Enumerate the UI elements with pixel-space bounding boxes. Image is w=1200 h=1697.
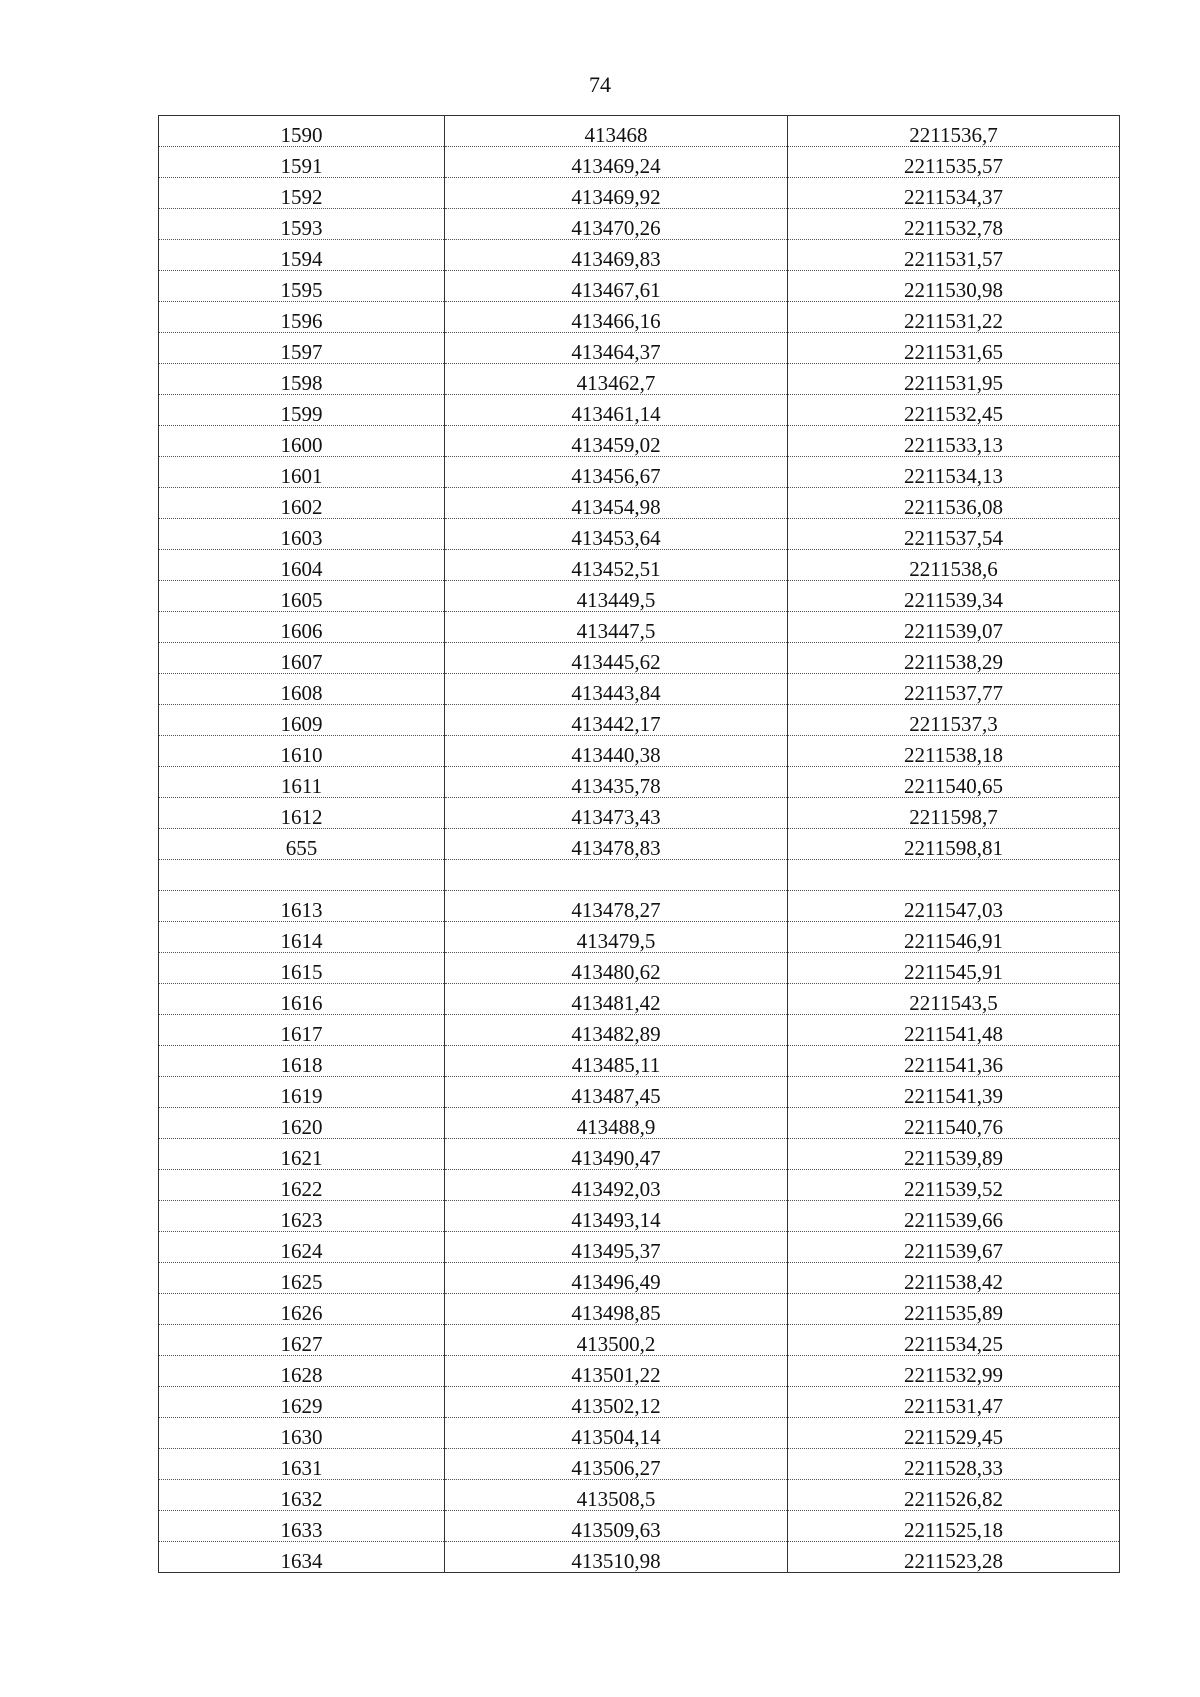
table-row bbox=[159, 457, 1120, 488]
point-number-cell: 1602 bbox=[159, 488, 445, 519]
x-coordinate-cell: 413506,27 bbox=[445, 1449, 788, 1480]
point-number-cell: 1612 bbox=[159, 798, 445, 829]
x-coordinate-cell: 413459,02 bbox=[445, 426, 788, 457]
table-row bbox=[159, 1077, 1120, 1108]
table-row bbox=[159, 705, 1120, 736]
x-coordinate-cell: 413447,5 bbox=[445, 612, 788, 643]
x-coordinate-cell: 413500,2 bbox=[445, 1325, 788, 1356]
y-coordinate-cell: 2211523,28 bbox=[788, 1542, 1120, 1573]
y-coordinate-cell: 2211598,81 bbox=[788, 829, 1120, 860]
table-row bbox=[159, 1480, 1120, 1511]
point-number-cell: 1634 bbox=[159, 1542, 445, 1573]
y-coordinate-cell: 2211537,77 bbox=[788, 674, 1120, 705]
point-number-cell: 1597 bbox=[159, 333, 445, 364]
point-number-cell bbox=[159, 860, 445, 891]
table-row bbox=[159, 333, 1120, 364]
x-coordinate-cell: 413468 bbox=[445, 116, 788, 147]
point-number-cell: 1626 bbox=[159, 1294, 445, 1325]
x-coordinate-cell: 413482,89 bbox=[445, 1015, 788, 1046]
y-coordinate-cell: 2211534,13 bbox=[788, 457, 1120, 488]
table-row bbox=[159, 1511, 1120, 1542]
point-number-cell: 1616 bbox=[159, 984, 445, 1015]
table-row bbox=[159, 1449, 1120, 1480]
x-coordinate-cell: 413508,5 bbox=[445, 1480, 788, 1511]
point-number-cell: 1633 bbox=[159, 1511, 445, 1542]
table-row bbox=[159, 1263, 1120, 1294]
table-row bbox=[159, 860, 1120, 891]
point-number-cell: 1595 bbox=[159, 271, 445, 302]
table-row bbox=[159, 395, 1120, 426]
x-coordinate-cell: 413453,64 bbox=[445, 519, 788, 550]
table-row bbox=[159, 581, 1120, 612]
x-coordinate-cell: 413490,47 bbox=[445, 1139, 788, 1170]
table-row bbox=[159, 178, 1120, 209]
point-number-cell: 1601 bbox=[159, 457, 445, 488]
point-number-cell: 1607 bbox=[159, 643, 445, 674]
x-coordinate-cell: 413488,9 bbox=[445, 1108, 788, 1139]
point-number-cell: 1596 bbox=[159, 302, 445, 333]
y-coordinate-cell: 2211535,89 bbox=[788, 1294, 1120, 1325]
x-coordinate-cell: 413452,51 bbox=[445, 550, 788, 581]
table-row bbox=[159, 798, 1120, 829]
y-coordinate-cell: 2211538,18 bbox=[788, 736, 1120, 767]
y-coordinate-cell: 2211539,67 bbox=[788, 1232, 1120, 1263]
point-number-cell: 1618 bbox=[159, 1046, 445, 1077]
point-number-cell: 1610 bbox=[159, 736, 445, 767]
y-coordinate-cell: 2211545,91 bbox=[788, 953, 1120, 984]
point-number-cell: 1631 bbox=[159, 1449, 445, 1480]
y-coordinate-cell: 2211538,42 bbox=[788, 1263, 1120, 1294]
point-number-cell: 1623 bbox=[159, 1201, 445, 1232]
x-coordinate-cell: 413461,14 bbox=[445, 395, 788, 426]
table-row bbox=[159, 1387, 1120, 1418]
table-row bbox=[159, 891, 1120, 922]
point-number-cell: 1624 bbox=[159, 1232, 445, 1263]
point-number-cell: 1599 bbox=[159, 395, 445, 426]
table-row bbox=[159, 1015, 1120, 1046]
coordinates-table bbox=[158, 115, 1120, 1573]
point-number-cell: 1611 bbox=[159, 767, 445, 798]
point-number-cell: 1591 bbox=[159, 147, 445, 178]
point-number-cell: 1619 bbox=[159, 1077, 445, 1108]
x-coordinate-cell: 413502,12 bbox=[445, 1387, 788, 1418]
y-coordinate-cell bbox=[788, 860, 1120, 891]
point-number-cell: 1629 bbox=[159, 1387, 445, 1418]
point-number-cell: 1630 bbox=[159, 1418, 445, 1449]
x-coordinate-cell: 413479,5 bbox=[445, 922, 788, 953]
point-number-cell: 1603 bbox=[159, 519, 445, 550]
table-row bbox=[159, 1201, 1120, 1232]
y-coordinate-cell: 2211532,45 bbox=[788, 395, 1120, 426]
x-coordinate-cell: 413498,85 bbox=[445, 1294, 788, 1325]
point-number-cell: 1594 bbox=[159, 240, 445, 271]
y-coordinate-cell: 2211532,99 bbox=[788, 1356, 1120, 1387]
x-coordinate-cell: 413470,26 bbox=[445, 209, 788, 240]
point-number-cell: 1592 bbox=[159, 178, 445, 209]
x-coordinate-cell: 413492,03 bbox=[445, 1170, 788, 1201]
table-row bbox=[159, 829, 1120, 860]
y-coordinate-cell: 2211531,95 bbox=[788, 364, 1120, 395]
table-row bbox=[159, 1108, 1120, 1139]
y-coordinate-cell: 2211537,54 bbox=[788, 519, 1120, 550]
x-coordinate-cell: 413469,24 bbox=[445, 147, 788, 178]
table-row bbox=[159, 643, 1120, 674]
point-number-cell: 1622 bbox=[159, 1170, 445, 1201]
y-coordinate-cell: 2211528,33 bbox=[788, 1449, 1120, 1480]
table-row bbox=[159, 1294, 1120, 1325]
y-coordinate-cell: 2211531,47 bbox=[788, 1387, 1120, 1418]
y-coordinate-cell: 2211525,18 bbox=[788, 1511, 1120, 1542]
y-coordinate-cell: 2211546,91 bbox=[788, 922, 1120, 953]
x-coordinate-cell: 413501,22 bbox=[445, 1356, 788, 1387]
table-row bbox=[159, 550, 1120, 581]
x-coordinate-cell: 413473,43 bbox=[445, 798, 788, 829]
y-coordinate-cell: 2211598,7 bbox=[788, 798, 1120, 829]
y-coordinate-cell: 2211531,57 bbox=[788, 240, 1120, 271]
y-coordinate-cell: 2211539,34 bbox=[788, 581, 1120, 612]
x-coordinate-cell: 413466,16 bbox=[445, 302, 788, 333]
y-coordinate-cell: 2211541,39 bbox=[788, 1077, 1120, 1108]
x-coordinate-cell: 413443,84 bbox=[445, 674, 788, 705]
x-coordinate-cell: 413442,17 bbox=[445, 705, 788, 736]
point-number-cell: 1605 bbox=[159, 581, 445, 612]
y-coordinate-cell: 2211536,08 bbox=[788, 488, 1120, 519]
y-coordinate-cell: 2211539,66 bbox=[788, 1201, 1120, 1232]
y-coordinate-cell: 2211531,22 bbox=[788, 302, 1120, 333]
point-number-cell: 1613 bbox=[159, 891, 445, 922]
table-row bbox=[159, 1232, 1120, 1263]
point-number-cell: 1614 bbox=[159, 922, 445, 953]
y-coordinate-cell: 2211539,07 bbox=[788, 612, 1120, 643]
point-number-cell: 1615 bbox=[159, 953, 445, 984]
table-row bbox=[159, 302, 1120, 333]
y-coordinate-cell: 2211532,78 bbox=[788, 209, 1120, 240]
x-coordinate-cell: 413480,62 bbox=[445, 953, 788, 984]
table-row bbox=[159, 1170, 1120, 1201]
x-coordinate-cell: 413485,11 bbox=[445, 1046, 788, 1077]
x-coordinate-cell: 413504,14 bbox=[445, 1418, 788, 1449]
y-coordinate-cell: 2211533,13 bbox=[788, 426, 1120, 457]
y-coordinate-cell: 2211535,57 bbox=[788, 147, 1120, 178]
table-row bbox=[159, 1418, 1120, 1449]
x-coordinate-cell: 413478,27 bbox=[445, 891, 788, 922]
x-coordinate-cell: 413509,63 bbox=[445, 1511, 788, 1542]
x-coordinate-cell: 413493,14 bbox=[445, 1201, 788, 1232]
point-number-cell: 1606 bbox=[159, 612, 445, 643]
point-number-cell: 1628 bbox=[159, 1356, 445, 1387]
point-number-cell: 1621 bbox=[159, 1139, 445, 1170]
table-row bbox=[159, 209, 1120, 240]
coordinates-table-body bbox=[159, 116, 1120, 1573]
x-coordinate-cell: 413469,92 bbox=[445, 178, 788, 209]
x-coordinate-cell: 413445,62 bbox=[445, 643, 788, 674]
point-number-cell: 1590 bbox=[159, 116, 445, 147]
table-row bbox=[159, 488, 1120, 519]
point-number-cell: 1604 bbox=[159, 550, 445, 581]
table-row bbox=[159, 922, 1120, 953]
y-coordinate-cell: 2211539,52 bbox=[788, 1170, 1120, 1201]
table-row bbox=[159, 116, 1120, 147]
point-number-cell: 1609 bbox=[159, 705, 445, 736]
point-number-cell: 1593 bbox=[159, 209, 445, 240]
y-coordinate-cell: 2211536,7 bbox=[788, 116, 1120, 147]
table-row bbox=[159, 1139, 1120, 1170]
point-number-cell: 1617 bbox=[159, 1015, 445, 1046]
y-coordinate-cell: 2211540,65 bbox=[788, 767, 1120, 798]
table-row bbox=[159, 1542, 1120, 1573]
point-number-cell: 1600 bbox=[159, 426, 445, 457]
y-coordinate-cell: 2211530,98 bbox=[788, 271, 1120, 302]
point-number-cell: 1625 bbox=[159, 1263, 445, 1294]
point-number-cell: 1627 bbox=[159, 1325, 445, 1356]
table-row bbox=[159, 612, 1120, 643]
x-coordinate-cell: 413456,67 bbox=[445, 457, 788, 488]
y-coordinate-cell: 2211539,89 bbox=[788, 1139, 1120, 1170]
point-number-cell: 655 bbox=[159, 829, 445, 860]
x-coordinate-cell: 413467,61 bbox=[445, 271, 788, 302]
table-row bbox=[159, 1046, 1120, 1077]
table-row bbox=[159, 674, 1120, 705]
y-coordinate-cell: 2211538,6 bbox=[788, 550, 1120, 581]
x-coordinate-cell: 413495,37 bbox=[445, 1232, 788, 1263]
x-coordinate-cell: 413478,83 bbox=[445, 829, 788, 860]
table-row bbox=[159, 736, 1120, 767]
x-coordinate-cell: 413454,98 bbox=[445, 488, 788, 519]
table-row bbox=[159, 1325, 1120, 1356]
x-coordinate-cell: 413462,7 bbox=[445, 364, 788, 395]
table-row bbox=[159, 519, 1120, 550]
table-row bbox=[159, 364, 1120, 395]
table-row bbox=[159, 767, 1120, 798]
y-coordinate-cell: 2211547,03 bbox=[788, 891, 1120, 922]
x-coordinate-cell: 413435,78 bbox=[445, 767, 788, 798]
y-coordinate-cell: 2211534,37 bbox=[788, 178, 1120, 209]
x-coordinate-cell: 413449,5 bbox=[445, 581, 788, 612]
y-coordinate-cell: 2211543,5 bbox=[788, 984, 1120, 1015]
y-coordinate-cell: 2211534,25 bbox=[788, 1325, 1120, 1356]
y-coordinate-cell: 2211541,48 bbox=[788, 1015, 1120, 1046]
x-coordinate-cell: 413440,38 bbox=[445, 736, 788, 767]
table-row bbox=[159, 271, 1120, 302]
x-coordinate-cell: 413464,37 bbox=[445, 333, 788, 364]
point-number-cell: 1632 bbox=[159, 1480, 445, 1511]
y-coordinate-cell: 2211537,3 bbox=[788, 705, 1120, 736]
table-row bbox=[159, 426, 1120, 457]
table-row bbox=[159, 953, 1120, 984]
y-coordinate-cell: 2211531,65 bbox=[788, 333, 1120, 364]
y-coordinate-cell: 2211538,29 bbox=[788, 643, 1120, 674]
y-coordinate-cell: 2211540,76 bbox=[788, 1108, 1120, 1139]
table-row bbox=[159, 240, 1120, 271]
y-coordinate-cell: 2211526,82 bbox=[788, 1480, 1120, 1511]
x-coordinate-cell: 413487,45 bbox=[445, 1077, 788, 1108]
x-coordinate-cell: 413496,49 bbox=[445, 1263, 788, 1294]
point-number-cell: 1598 bbox=[159, 364, 445, 395]
table-row bbox=[159, 147, 1120, 178]
x-coordinate-cell bbox=[445, 860, 788, 891]
y-coordinate-cell: 2211529,45 bbox=[788, 1418, 1120, 1449]
y-coordinate-cell: 2211541,36 bbox=[788, 1046, 1120, 1077]
x-coordinate-cell: 413510,98 bbox=[445, 1542, 788, 1573]
point-number-cell: 1608 bbox=[159, 674, 445, 705]
point-number-cell: 1620 bbox=[159, 1108, 445, 1139]
x-coordinate-cell: 413481,42 bbox=[445, 984, 788, 1015]
table-row bbox=[159, 984, 1120, 1015]
x-coordinate-cell: 413469,83 bbox=[445, 240, 788, 271]
page-number: 74 bbox=[589, 72, 611, 97]
table-row bbox=[159, 1356, 1120, 1387]
